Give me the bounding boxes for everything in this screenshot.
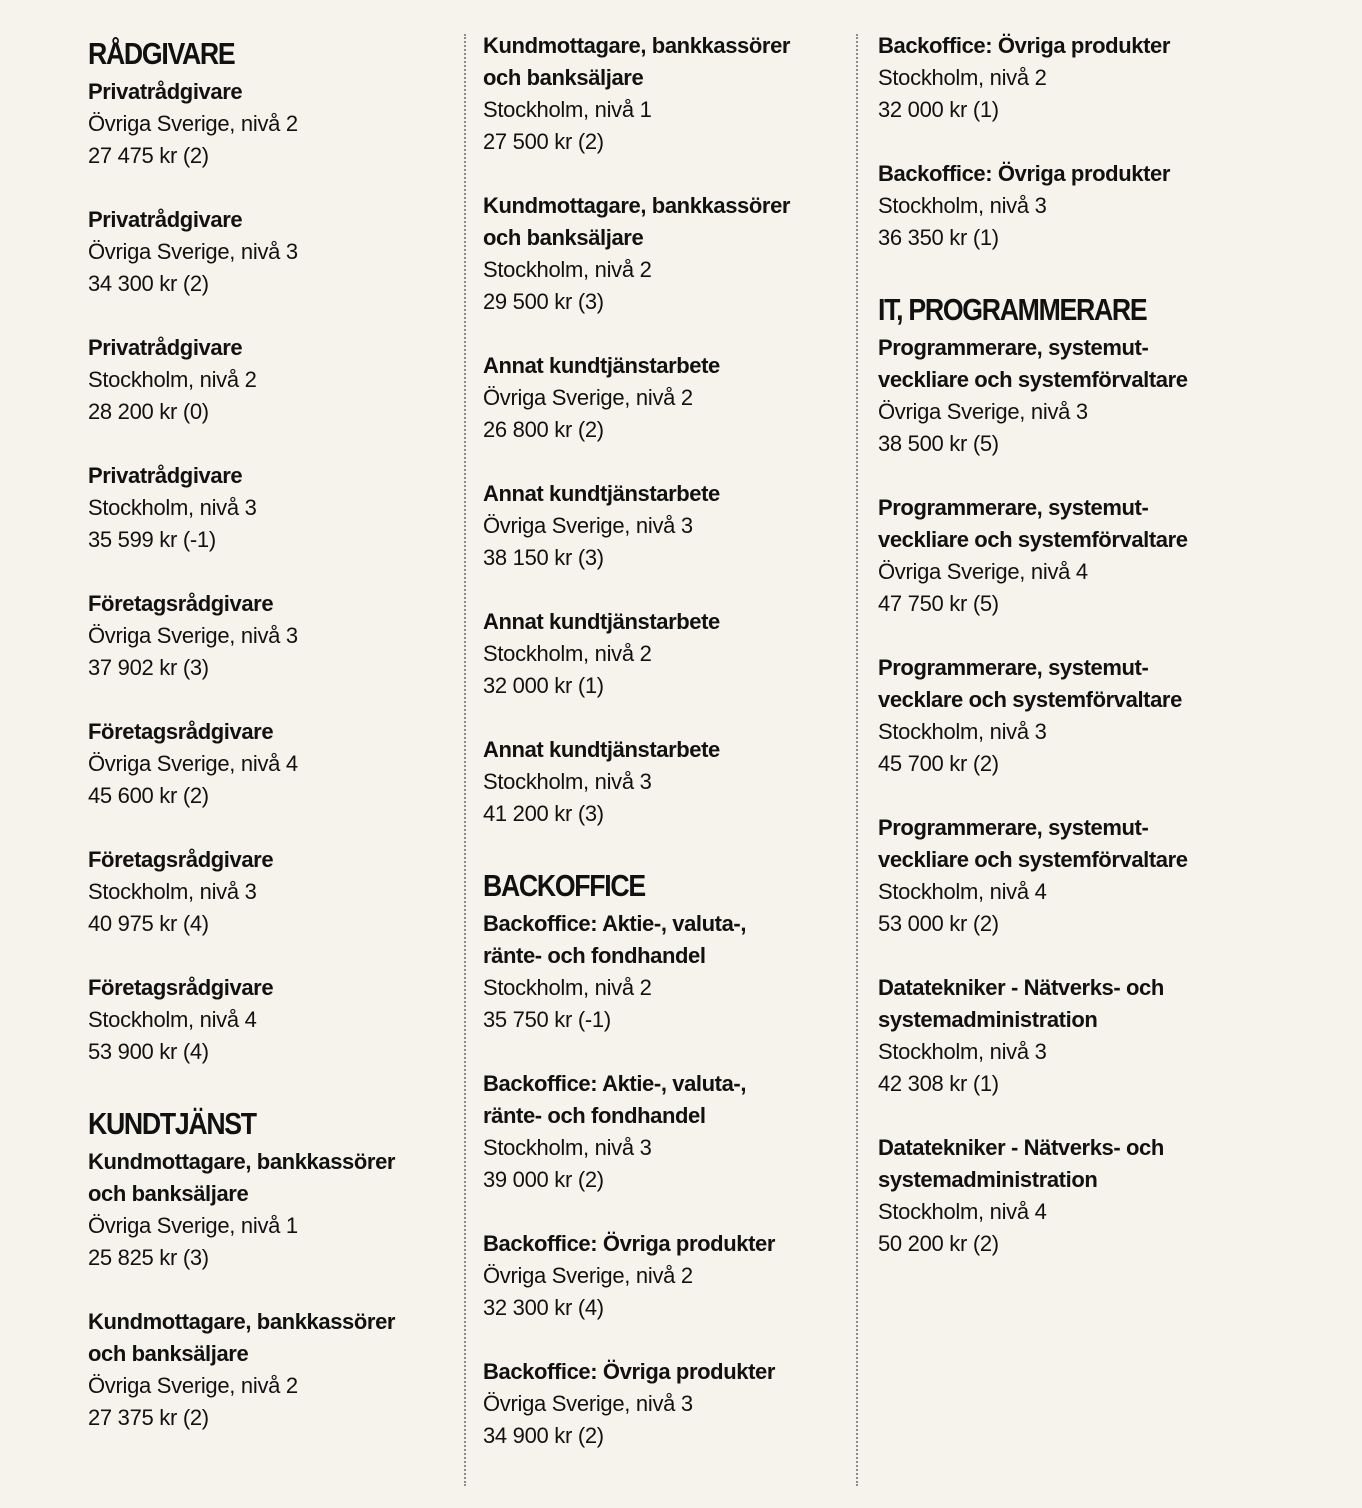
salary-entry	[88, 844, 448, 940]
job-title	[88, 332, 448, 364]
salary-value: 34 300 kr (2)	[88, 271, 209, 296]
job-title	[483, 606, 843, 638]
region-level: Stockholm, nivå 2	[878, 65, 1047, 90]
job-title-line: ränte- och fondhandel	[483, 1103, 706, 1128]
job-title-line: Backoffice: Övriga produkter	[483, 1359, 775, 1384]
job-title	[88, 1306, 448, 1370]
region-level: Övriga Sverige, nivå 2	[88, 1373, 298, 1398]
job-title	[88, 204, 448, 236]
job-title-line: Privatrådgivare	[88, 79, 243, 104]
job-title	[483, 1228, 843, 1260]
job-title	[483, 30, 843, 94]
job-title	[88, 460, 448, 492]
salary-entry	[483, 478, 843, 574]
job-title	[88, 716, 448, 748]
region-level: Övriga Sverige, nivå 3	[878, 399, 1088, 424]
salary-value: 39 000 kr (2)	[483, 1167, 604, 1192]
region-level: Stockholm, nivå 3	[878, 1039, 1047, 1064]
salary-value: 38 500 kr (5)	[878, 431, 999, 456]
salary-value: 37 902 kr (3)	[88, 655, 209, 680]
region-level: Övriga Sverige, nivå 2	[88, 111, 298, 136]
job-title-line: Privatrådgivare	[88, 207, 243, 232]
region-level: Övriga Sverige, nivå 3	[483, 513, 693, 538]
salary-entry	[88, 1306, 448, 1434]
region-level: Övriga Sverige, nivå 4	[88, 751, 298, 776]
job-title	[88, 1146, 448, 1210]
salary-section	[88, 1106, 448, 1434]
job-title-line: Backoffice: Övriga produkter	[483, 1231, 775, 1256]
salary-entry	[483, 606, 843, 702]
salary-value: 42 308 kr (1)	[878, 1071, 999, 1096]
salary-section	[878, 292, 1248, 1260]
salary-value: 38 150 kr (3)	[483, 545, 604, 570]
job-title-line: veckliare och systemförvaltare	[878, 367, 1188, 392]
section-heading: BACKOFFICE	[483, 868, 645, 903]
salary-entry	[878, 812, 1248, 940]
job-title	[878, 30, 1248, 62]
region-level: Övriga Sverige, nivå 3	[88, 239, 298, 264]
salary-value: 36 350 kr (1)	[878, 225, 999, 250]
salary-entry	[88, 332, 448, 428]
salary-value: 26 800 kr (2)	[483, 417, 604, 442]
region-level: Stockholm, nivå 4	[878, 1199, 1047, 1224]
salary-entry	[88, 204, 448, 300]
salary-section	[483, 868, 843, 1452]
region-level: Stockholm, nivå 3	[483, 769, 652, 794]
section-heading: IT, PROGRAMMERARE	[878, 292, 1147, 327]
job-title	[483, 734, 843, 766]
column-3	[878, 30, 1248, 1298]
job-title-line: Annat kundtjänstarbete	[483, 737, 720, 762]
salary-entry	[483, 30, 843, 158]
salary-entry	[878, 492, 1248, 620]
region-level: Stockholm, nivå 3	[878, 719, 1047, 744]
salary-value: 25 825 kr (3)	[88, 1245, 209, 1270]
salary-entry	[483, 350, 843, 446]
salary-entry	[88, 972, 448, 1068]
job-title	[878, 652, 1248, 716]
salary-value: 50 200 kr (2)	[878, 1231, 999, 1256]
salary-value: 32 300 kr (4)	[483, 1295, 604, 1320]
region-level: Stockholm, nivå 4	[88, 1007, 257, 1032]
salary-value: 29 500 kr (3)	[483, 289, 604, 314]
salary-entry	[878, 158, 1248, 254]
job-title	[483, 1068, 843, 1132]
column-2	[483, 30, 843, 1490]
region-level: Stockholm, nivå 3	[88, 495, 257, 520]
salary-value: 28 200 kr (0)	[88, 399, 209, 424]
job-title-line: veckliare och systemförvaltare	[878, 847, 1188, 872]
job-title	[483, 478, 843, 510]
salary-value: 45 600 kr (2)	[88, 783, 209, 808]
job-title	[878, 972, 1248, 1036]
salary-value: 32 000 kr (1)	[878, 97, 999, 122]
region-level: Stockholm, nivå 3	[88, 879, 257, 904]
job-title	[878, 812, 1248, 876]
region-level: Stockholm, nivå 3	[483, 1135, 652, 1160]
salary-section	[88, 36, 448, 1068]
salary-value: 35 750 kr (-1)	[483, 1007, 611, 1032]
region-level: Övriga Sverige, nivå 4	[878, 559, 1088, 584]
job-title-line: Företagsrådgivare	[88, 719, 274, 744]
job-title-line: veckliare och systemförvaltare	[878, 527, 1188, 552]
salary-value: 34 900 kr (2)	[483, 1423, 604, 1448]
job-title	[878, 492, 1248, 556]
region-level: Övriga Sverige, nivå 3	[483, 1391, 693, 1416]
job-title-line: och banksäljare	[483, 225, 644, 250]
job-title-line: Företagsrådgivare	[88, 975, 274, 1000]
region-level: Stockholm, nivå 2	[88, 367, 257, 392]
salary-entry	[483, 1228, 843, 1324]
salary-entry	[88, 588, 448, 684]
salary-value: 53 900 kr (4)	[88, 1039, 209, 1064]
salary-entry	[878, 652, 1248, 780]
job-title	[88, 844, 448, 876]
region-level: Stockholm, nivå 2	[483, 641, 652, 666]
region-level: Övriga Sverige, nivå 1	[88, 1213, 298, 1238]
job-title-line: och banksäljare	[88, 1341, 249, 1366]
salary-value: 27 475 kr (2)	[88, 143, 209, 168]
job-title-line: Backoffice: Övriga produkter	[878, 161, 1170, 186]
salary-value: 47 750 kr (5)	[878, 591, 999, 616]
salary-section	[483, 30, 843, 830]
salary-entry	[88, 1146, 448, 1274]
job-title-line: systemadministration	[878, 1167, 1098, 1192]
salary-entry	[88, 716, 448, 812]
salary-entry	[483, 1356, 843, 1452]
job-title-line: systemadministration	[878, 1007, 1098, 1032]
job-title	[878, 1132, 1248, 1196]
region-level: Övriga Sverige, nivå 2	[483, 1263, 693, 1288]
salary-entry	[483, 190, 843, 318]
job-title-line: Privatrådgivare	[88, 463, 243, 488]
job-title-line: Företagsrådgivare	[88, 847, 274, 872]
job-title-line: Datatekniker - Nätverks- och	[878, 975, 1164, 1000]
region-level: Stockholm, nivå 3	[878, 193, 1047, 218]
salary-entry	[483, 1068, 843, 1196]
salary-entry	[88, 460, 448, 556]
job-title	[878, 158, 1248, 190]
job-title-line: Kundmottagare, bankkassörer	[483, 193, 791, 218]
section-heading: KUNDTJÄNST	[88, 1106, 256, 1141]
job-title	[483, 350, 843, 382]
region-level: Stockholm, nivå 2	[483, 257, 652, 282]
job-title-line: Kundmottagare, bankkassörer	[88, 1309, 396, 1334]
salary-entry	[878, 1132, 1248, 1260]
job-title-line: Backoffice: Övriga produkter	[878, 33, 1170, 58]
column-1	[88, 30, 448, 1472]
column-divider	[464, 34, 466, 1486]
job-title-line: Programmerare, systemut-	[878, 655, 1149, 680]
job-title-line: Backoffice: Aktie-, valuta-,	[483, 1071, 747, 1096]
job-title-line: Annat kundtjänstarbete	[483, 481, 720, 506]
salary-value: 27 500 kr (2)	[483, 129, 604, 154]
job-title-line: Programmerare, systemut-	[878, 815, 1149, 840]
job-title-line: och banksäljare	[483, 65, 644, 90]
job-title-line: Annat kundtjänstarbete	[483, 353, 720, 378]
region-level: Stockholm, nivå 1	[483, 97, 652, 122]
job-title	[483, 1356, 843, 1388]
job-title	[483, 908, 843, 972]
salary-value: 41 200 kr (3)	[483, 801, 604, 826]
salary-entry	[483, 734, 843, 830]
job-title-line: Privatrådgivare	[88, 335, 243, 360]
job-title	[88, 972, 448, 1004]
region-level: Stockholm, nivå 2	[483, 975, 652, 1000]
job-title	[88, 76, 448, 108]
job-title-line: Kundmottagare, bankkassörer	[483, 33, 791, 58]
job-title-line: Backoffice: Aktie-, valuta-,	[483, 911, 747, 936]
job-title-line: ränte- och fondhandel	[483, 943, 706, 968]
salary-value: 45 700 kr (2)	[878, 751, 999, 776]
job-title-line: Programmerare, systemut-	[878, 495, 1149, 520]
column-divider	[856, 34, 858, 1486]
job-title-line: Programmerare, systemut-	[878, 335, 1149, 360]
job-title	[88, 588, 448, 620]
region-level: Övriga Sverige, nivå 2	[483, 385, 693, 410]
job-title-line: vecklare och systemförvaltare	[878, 687, 1182, 712]
section-heading: RÅDGIVARE	[88, 36, 235, 71]
job-title-line: Kundmottagare, bankkassörer	[88, 1149, 396, 1174]
salary-entry	[878, 972, 1248, 1100]
job-title-line: Datatekniker - Nätverks- och	[878, 1135, 1164, 1160]
salary-value: 27 375 kr (2)	[88, 1405, 209, 1430]
job-title-line: Företagsrådgivare	[88, 591, 274, 616]
job-title	[878, 332, 1248, 396]
salary-value: 40 975 kr (4)	[88, 911, 209, 936]
salary-entry	[878, 30, 1248, 126]
job-title	[483, 190, 843, 254]
salary-value: 53 000 kr (2)	[878, 911, 999, 936]
job-title-line: Annat kundtjänstarbete	[483, 609, 720, 634]
salary-value: 35 599 kr (-1)	[88, 527, 216, 552]
job-title-line: och banksäljare	[88, 1181, 249, 1206]
salary-entry	[483, 908, 843, 1036]
region-level: Övriga Sverige, nivå 3	[88, 623, 298, 648]
salary-value: 32 000 kr (1)	[483, 673, 604, 698]
region-level: Stockholm, nivå 4	[878, 879, 1047, 904]
salary-entry	[88, 76, 448, 172]
salary-section	[878, 30, 1248, 254]
salary-entry	[878, 332, 1248, 460]
